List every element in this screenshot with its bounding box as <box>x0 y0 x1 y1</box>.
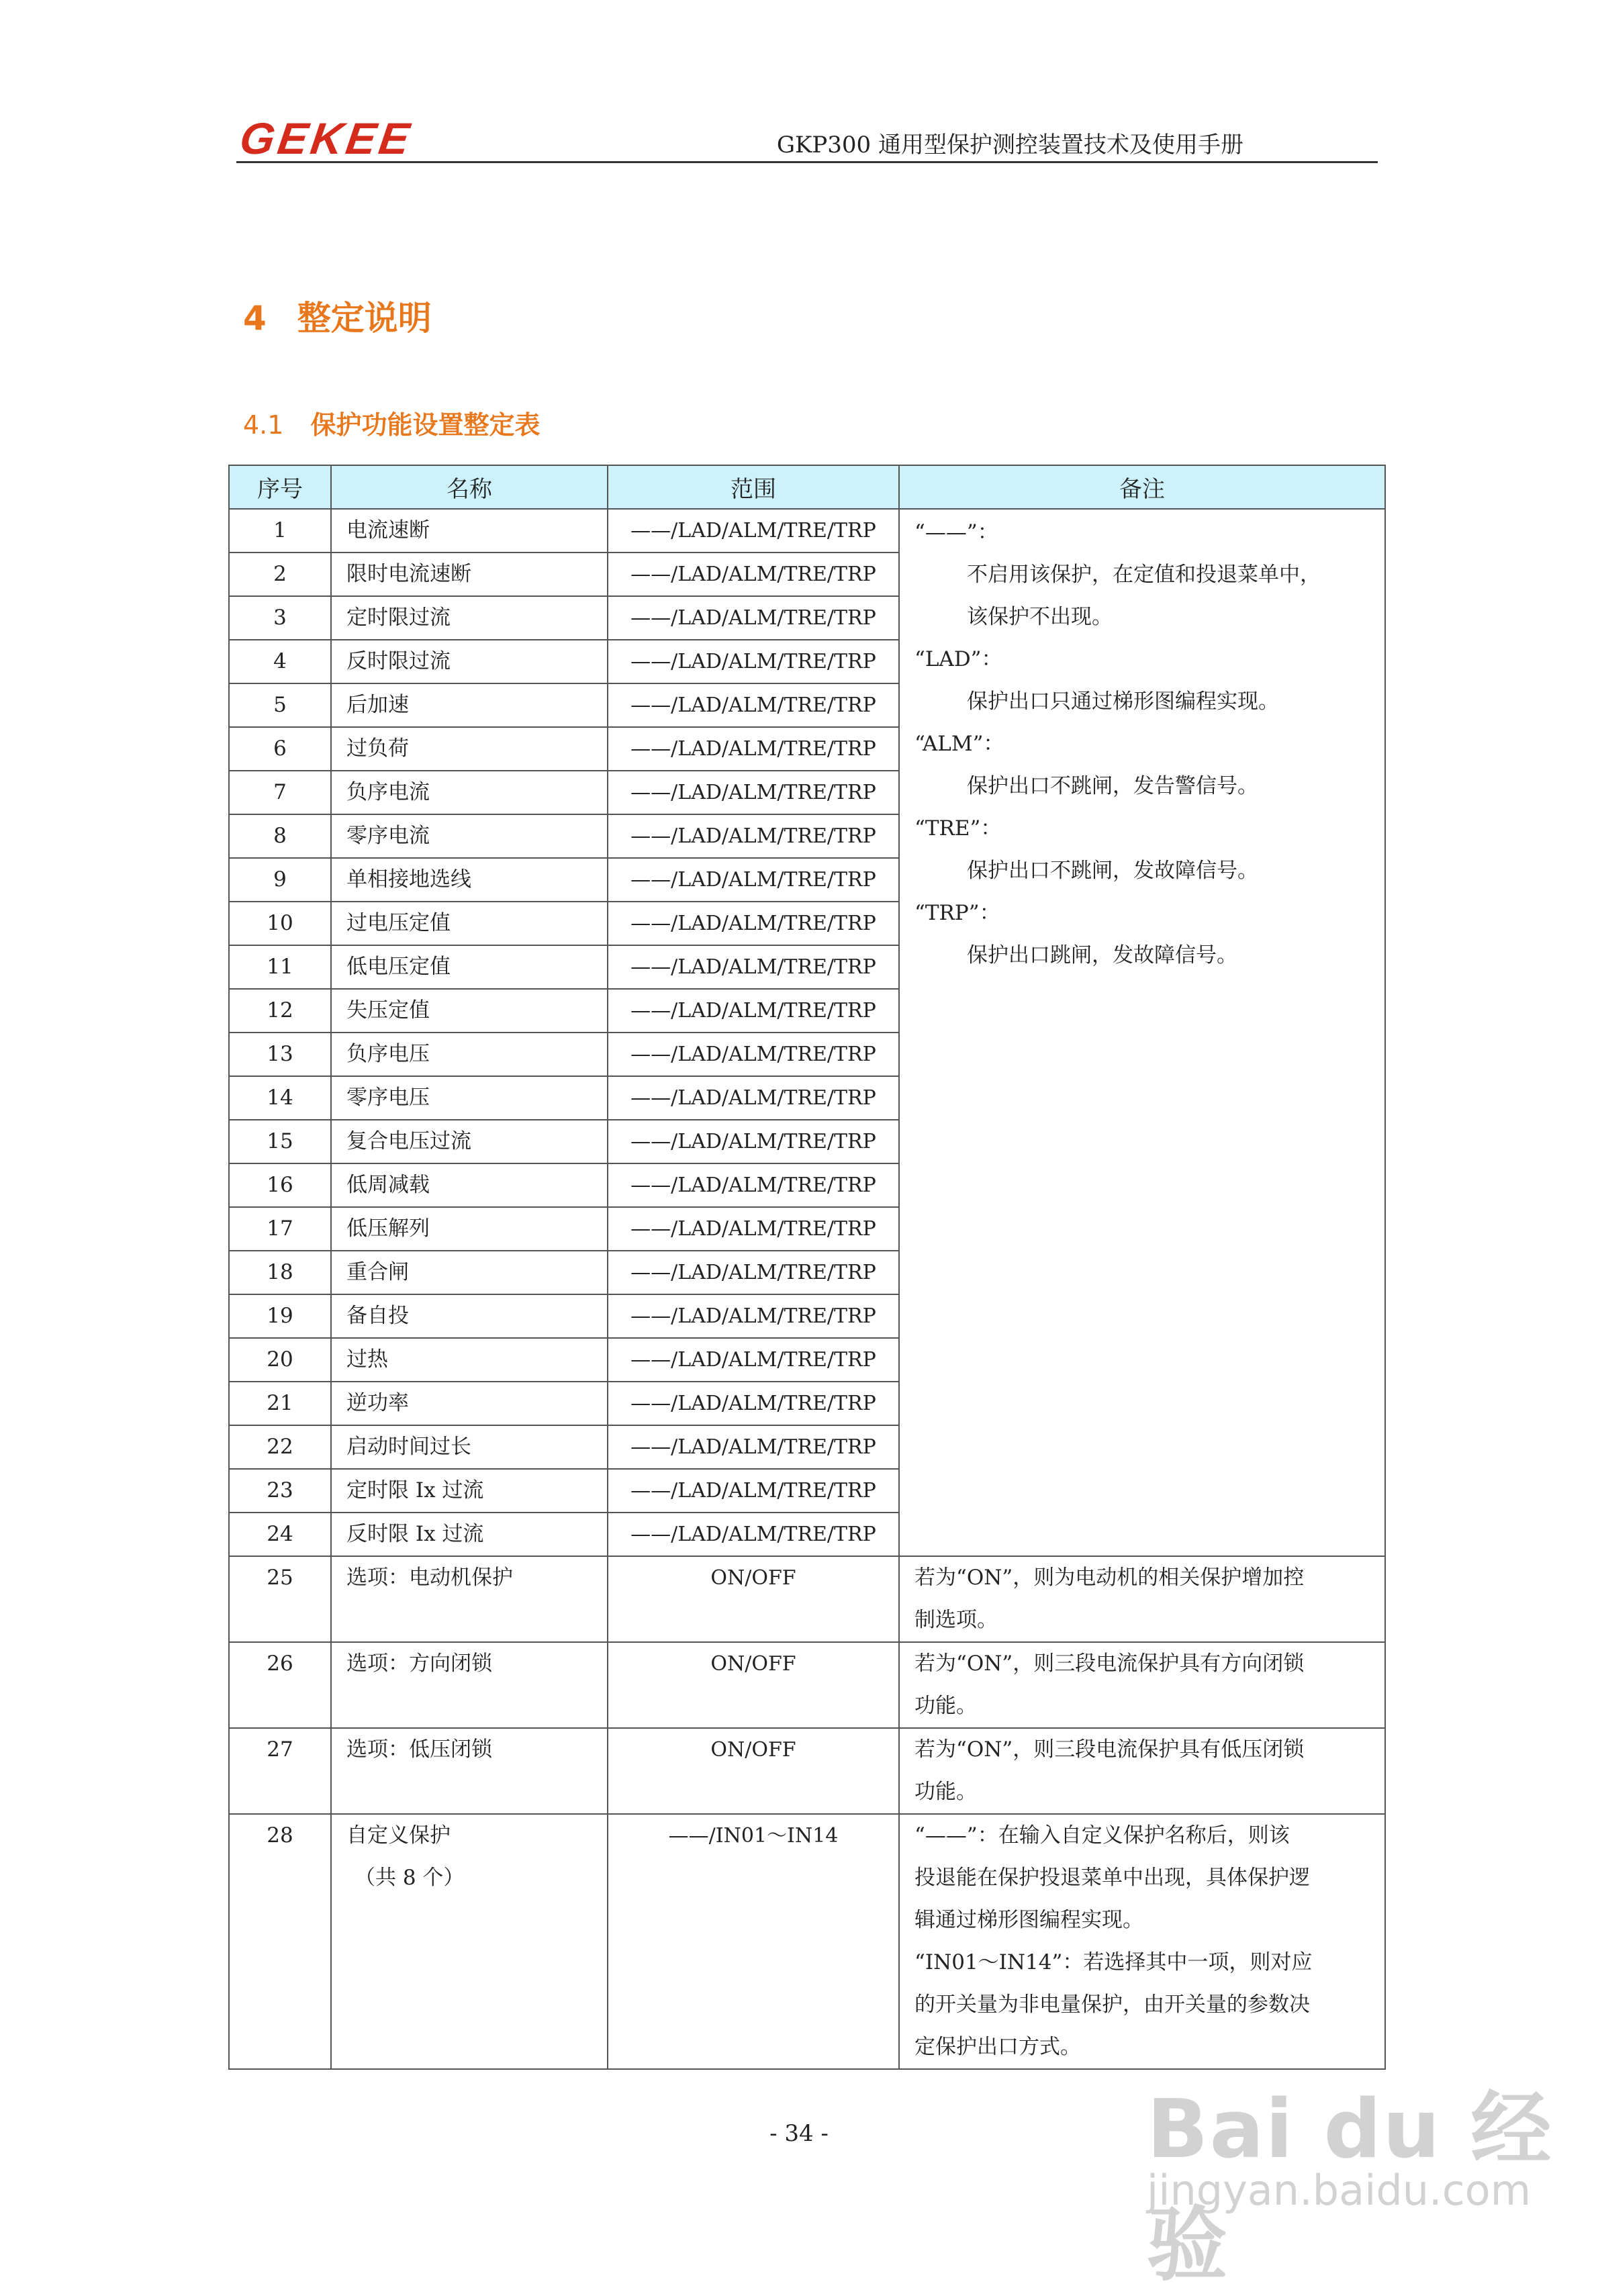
row-range: ——/LAD/ALM/TRE/TRP <box>608 945 899 989</box>
row-name: 负序电流 <box>331 771 608 814</box>
row-number: 18 <box>229 1251 331 1294</box>
row-name <box>331 1814 608 2069</box>
legend-key-none: “——”： <box>914 520 998 544</box>
remark-line: 制选项。 <box>914 1608 998 1632</box>
remark-line: 定保护出口方式。 <box>914 2035 1081 2059</box>
row-name: 过电压定值 <box>331 902 608 945</box>
section-number: 4 <box>243 299 267 338</box>
row-range: ——/IN01～IN14 <box>608 1814 899 2069</box>
row-number: 16 <box>229 1163 331 1207</box>
row-range: ——/LAD/ALM/TRE/TRP <box>608 989 899 1033</box>
row-range: ——/LAD/ALM/TRE/TRP <box>608 771 899 814</box>
document-title: GKP300 通用型保护测控装置技术及使用手册 <box>776 132 1243 158</box>
row-range: ——/LAD/ALM/TRE/TRP <box>608 1294 899 1338</box>
table-row-option <box>229 1642 1385 1728</box>
row-name: 后加速 <box>331 683 608 727</box>
row-number: 15 <box>229 1120 331 1163</box>
row-number: 20 <box>229 1338 331 1382</box>
header-no: 序号 <box>229 465 331 509</box>
subsection-heading <box>243 404 540 441</box>
row-number: 11 <box>229 945 331 989</box>
header-range: 范围 <box>608 465 899 509</box>
row-range: ——/LAD/ALM/TRE/TRP <box>608 596 899 640</box>
row-number: 28 <box>229 1814 331 2069</box>
row-name: 失压定值 <box>331 989 608 1033</box>
row-remark <box>899 1814 1385 2069</box>
row-name: 反时限过流 <box>331 640 608 683</box>
remark-line: 功能。 <box>914 1780 977 1804</box>
row-remark <box>899 1642 1385 1728</box>
row-name: 选项：方向闭锁 <box>331 1642 608 1728</box>
row-range: ——/LAD/ALM/TRE/TRP <box>608 902 899 945</box>
legend-text: 保护出口只通过梯形图编程实现。 <box>967 689 1279 714</box>
legend-key-lad: “LAD”： <box>914 647 1002 671</box>
row-range: ——/LAD/ALM/TRE/TRP <box>608 1251 899 1294</box>
row-number: 12 <box>229 989 331 1033</box>
row-name: 复合电压过流 <box>331 1120 608 1163</box>
table-row-custom <box>229 1814 1385 2069</box>
row-name: 过负荷 <box>331 727 608 771</box>
row-number: 19 <box>229 1294 331 1338</box>
remark-line: 若为“ON”，则为电动机的相关保护增加控 <box>914 1566 1305 1590</box>
row-range: ——/LAD/ALM/TRE/TRP <box>608 814 899 858</box>
remark-line: 投退能在保护投退菜单中出现，具体保护逻 <box>914 1866 1310 1890</box>
remark-line: 的开关量为非电量保护，由开关量的参数决 <box>914 1993 1310 2017</box>
row-name: 逆功率 <box>331 1382 608 1425</box>
row-name: 选项：低压闭锁 <box>331 1728 608 1814</box>
row-range: ON/OFF <box>608 1728 899 1814</box>
table-row-option <box>229 1728 1385 1814</box>
legend-key-trp: “TRP”： <box>914 901 1000 925</box>
row-range: ——/LAD/ALM/TRE/TRP <box>608 640 899 683</box>
row-number: 5 <box>229 683 331 727</box>
row-range: ——/LAD/ALM/TRE/TRP <box>608 1338 899 1382</box>
row-number: 8 <box>229 814 331 858</box>
legend-text: 保护出口跳闸，发故障信号。 <box>967 943 1237 967</box>
row-number: 7 <box>229 771 331 814</box>
row-number: 14 <box>229 1076 331 1120</box>
row-number: 10 <box>229 902 331 945</box>
header-remark: 备注 <box>899 465 1385 509</box>
row-number: 4 <box>229 640 331 683</box>
row-range: ——/LAD/ALM/TRE/TRP <box>608 683 899 727</box>
row-remark <box>899 1728 1385 1814</box>
baidu-watermark-logo: Bai du 经验 <box>1147 2083 1553 2292</box>
row-name: 低电压定值 <box>331 945 608 989</box>
row-range: ——/LAD/ALM/TRE/TRP <box>608 858 899 902</box>
remark-line: “——”：在输入自定义保护名称后，则该 <box>914 1823 1290 1848</box>
row-number: 25 <box>229 1556 331 1642</box>
row-name: 反时限 Ix 过流 <box>331 1513 608 1556</box>
legend-text: 不启用该保护，在定值和投退菜单中， <box>967 563 1321 587</box>
row-number: 13 <box>229 1033 331 1076</box>
row-range: ——/LAD/ALM/TRE/TRP <box>608 509 899 553</box>
row-range: ——/LAD/ALM/TRE/TRP <box>608 1469 899 1513</box>
row-name: 备自投 <box>331 1294 608 1338</box>
legend-text: 保护出口不跳闸，发故障信号。 <box>967 859 1258 883</box>
row-name: 电流速断 <box>331 509 608 553</box>
table-header-row <box>229 465 1385 509</box>
subsection-number: 4.1 <box>243 410 284 440</box>
row-name: 低周减载 <box>331 1163 608 1207</box>
row-range: ——/LAD/ALM/TRE/TRP <box>608 1163 899 1207</box>
row-number: 23 <box>229 1469 331 1513</box>
row-range: ——/LAD/ALM/TRE/TRP <box>608 727 899 771</box>
row-number: 22 <box>229 1425 331 1469</box>
row-remark <box>899 1556 1385 1642</box>
row-range: ——/LAD/ALM/TRE/TRP <box>608 1207 899 1251</box>
row-name: 过热 <box>331 1338 608 1382</box>
gekee-logo: GEKEE <box>236 113 416 163</box>
section-title: 整定说明 <box>297 299 432 338</box>
header-name: 名称 <box>331 465 608 509</box>
remark-line: 功能。 <box>914 1694 977 1718</box>
row-range: ON/OFF <box>608 1556 899 1642</box>
row-name: 零序电压 <box>331 1076 608 1120</box>
remark-line: 若为“ON”，则三段电流保护具有方向闭锁 <box>914 1652 1305 1676</box>
row-name: 定时限过流 <box>331 596 608 640</box>
row-number: 27 <box>229 1728 331 1814</box>
row-name: 限时电流速断 <box>331 553 608 596</box>
row-number: 3 <box>229 596 331 640</box>
row-range: ——/LAD/ALM/TRE/TRP <box>608 553 899 596</box>
baidu-watermark-url: jingyan.baidu.com <box>1147 2166 1532 2215</box>
row-number: 17 <box>229 1207 331 1251</box>
row-name: 单相接地选线 <box>331 858 608 902</box>
row-name-main: 自定义保护 <box>346 1823 451 1848</box>
row-range: ——/LAD/ALM/TRE/TRP <box>608 1513 899 1556</box>
table-body <box>229 509 1385 2069</box>
row-number: 24 <box>229 1513 331 1556</box>
row-number: 26 <box>229 1642 331 1728</box>
row-range: ON/OFF <box>608 1642 899 1728</box>
row-number: 9 <box>229 858 331 902</box>
row-range: ——/LAD/ALM/TRE/TRP <box>608 1425 899 1469</box>
row-range: ——/LAD/ALM/TRE/TRP <box>608 1076 899 1120</box>
remark-line: 辑通过梯形图编程实现。 <box>914 1908 1143 1932</box>
legend-text: 保护出口不跳闸，发告警信号。 <box>967 774 1258 798</box>
row-number: 1 <box>229 509 331 553</box>
legend-text: 该保护不出现。 <box>967 605 1113 629</box>
row-number: 2 <box>229 553 331 596</box>
remark-legend <box>899 509 1385 1556</box>
section-heading <box>243 291 432 340</box>
row-name: 负序电压 <box>331 1033 608 1076</box>
row-name-sub: （共 8 个） <box>355 1866 465 1890</box>
header-divider <box>236 161 1378 163</box>
row-number: 21 <box>229 1382 331 1425</box>
protection-settings-table <box>228 465 1386 2070</box>
table-row <box>229 509 1385 553</box>
legend-key-tre: “TRE”： <box>914 816 1002 841</box>
subsection-title: 保护功能设置整定表 <box>310 410 540 440</box>
row-name: 定时限 Ix 过流 <box>331 1469 608 1513</box>
row-name: 选项：电动机保护 <box>331 1556 608 1642</box>
row-range: ——/LAD/ALM/TRE/TRP <box>608 1382 899 1425</box>
row-name: 低压解列 <box>331 1207 608 1251</box>
row-number: 6 <box>229 727 331 771</box>
row-name: 零序电流 <box>331 814 608 858</box>
table-row-option <box>229 1556 1385 1642</box>
remark-line: 若为“ON”，则三段电流保护具有低压闭锁 <box>914 1737 1305 1762</box>
row-name: 重合闸 <box>331 1251 608 1294</box>
remark-line: “IN01～IN14”：若选择其中一项，则对应 <box>914 1950 1313 1974</box>
legend-key-alm: “ALM”： <box>914 732 1004 756</box>
row-range: ——/LAD/ALM/TRE/TRP <box>608 1033 899 1076</box>
row-range: ——/LAD/ALM/TRE/TRP <box>608 1120 899 1163</box>
page-number: - 34 - <box>769 2120 829 2147</box>
row-name: 启动时间过长 <box>331 1425 608 1469</box>
